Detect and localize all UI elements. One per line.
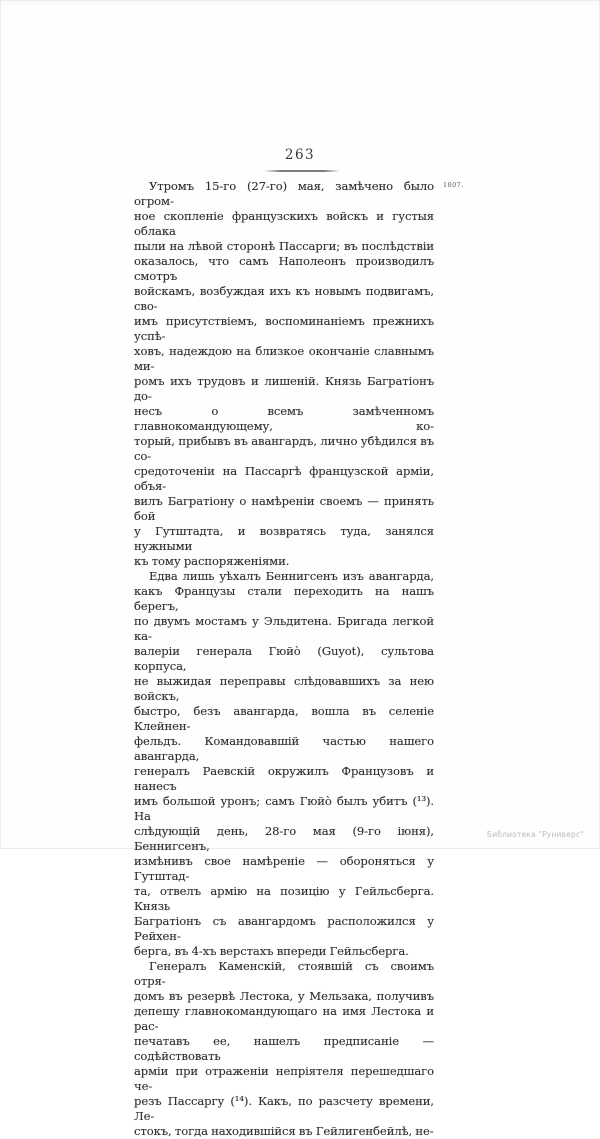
text-line: по двумъ мостамъ у Эльдитена. Бригада легкой ка- — [134, 614, 434, 643]
text-line: та, отвелъ армію на позицію у Гейльсберга. Князь — [134, 884, 434, 913]
margin-note-year: 1807. — [443, 181, 464, 189]
text-line: быстро, безъ авангарда, вошла въ селеніе Клейнен- — [134, 704, 434, 733]
library-watermark: Библиотека "Руниверс" — [486, 830, 584, 839]
text-line: не выжидая переправы слѣдовавшихъ за нею войскъ, — [134, 674, 434, 703]
page-number-rule — [264, 170, 340, 172]
text-line: торый, прибывъ въ авангардъ, лично убѣдился въ со- — [134, 434, 434, 463]
text-line: резъ Пассаргу (¹⁴). Какъ, по разсчету времени, Ле- — [134, 1094, 434, 1123]
text-line: несъ о всемъ замѣченномъ главнокомандующему, ко- — [134, 404, 434, 433]
page-number: 263 — [284, 147, 316, 163]
text-line: Багратіонъ съ авангардомъ расположился у Рейхен- — [134, 914, 434, 943]
text-line: депешу главнокомандующаго на имя Лестока и рас- — [134, 1004, 434, 1033]
text-line: пыли на лѣвой сторонѣ Пассарги; въ послѣдствіи — [134, 239, 434, 253]
text-line: ное скопленіе французскихъ войскъ и густыя облака — [134, 209, 434, 238]
text-line: имъ большой уронъ; самъ Гюйо̀ былъ убитъ (¹³). На — [134, 794, 434, 823]
text-line: ромъ ихъ трудовъ и лишеній. Князь Багратіонъ до- — [134, 374, 434, 403]
text-line: фельдъ. Командовавшій частью нашего авангарда, — [134, 734, 434, 763]
text-line: Генералъ Каменскій, стоявшій съ своимъ отря- — [134, 959, 434, 988]
text-line: арміи при отраженіи непріятеля перешедшаго че- — [134, 1064, 434, 1093]
text-line: средоточеніи на Пассаргѣ французской арміи, объя- — [134, 464, 434, 493]
text-line: оказалось, что самъ Наполеонъ производилъ смотръ — [134, 254, 434, 283]
text-line: Едва лишь уѣхалъ Беннигсенъ изъ авангарда, — [149, 569, 434, 583]
text-line: стокъ, тогда находившійся въ Гейлигенбейлѣ, не- — [134, 1124, 434, 1138]
paragraph — [134, 179, 434, 569]
text-line: у Гутштадта, и возвратясь туда, занялся нужными — [134, 524, 434, 553]
text-line: домъ въ резервѣ Лестока, у Мельзака, получивъ — [134, 989, 434, 1003]
text-line: Утромъ 15-го (27-го) мая, замѣчено было огром- — [134, 179, 434, 208]
text-line: валеріи генерала Гюйо̀ (Guyot), сультова корпуса, — [134, 644, 434, 673]
text-line: какъ Французы стали переходить на нашъ берегъ, — [134, 584, 434, 613]
text-line: генералъ Раевскій окружилъ Французовъ и нанесъ — [134, 764, 434, 793]
text-line: берга, въ 4-хъ верстахъ впереди Гейльсберга. — [134, 944, 409, 958]
text-line: слѣдующій день, 28-го мая (9-го іюня), Беннигсенъ, — [134, 824, 434, 853]
text-line: измѣнивъ свое намѣреніе — обороняться у Гутштад- — [134, 854, 434, 883]
text-block — [134, 179, 434, 1139]
text-line: имъ присутствіемъ, воспоминаніемъ прежнихъ успѣ- — [134, 314, 434, 343]
text-line: вилъ Багратіону о намѣреніи своемъ — принять бой — [134, 494, 434, 523]
paragraph — [134, 569, 434, 959]
text-line: печатавъ ее, нашелъ предписаніе — содѣйствовать — [134, 1034, 434, 1063]
text-line: ховъ, надеждою на близкое окончаніе славнымъ ми- — [134, 344, 434, 373]
paragraph — [134, 959, 434, 1139]
text-line: къ тому распоряженіями. — [134, 554, 290, 568]
text-line: войскамъ, возбуждая ихъ къ новымъ подвигамъ, сво- — [134, 284, 434, 313]
